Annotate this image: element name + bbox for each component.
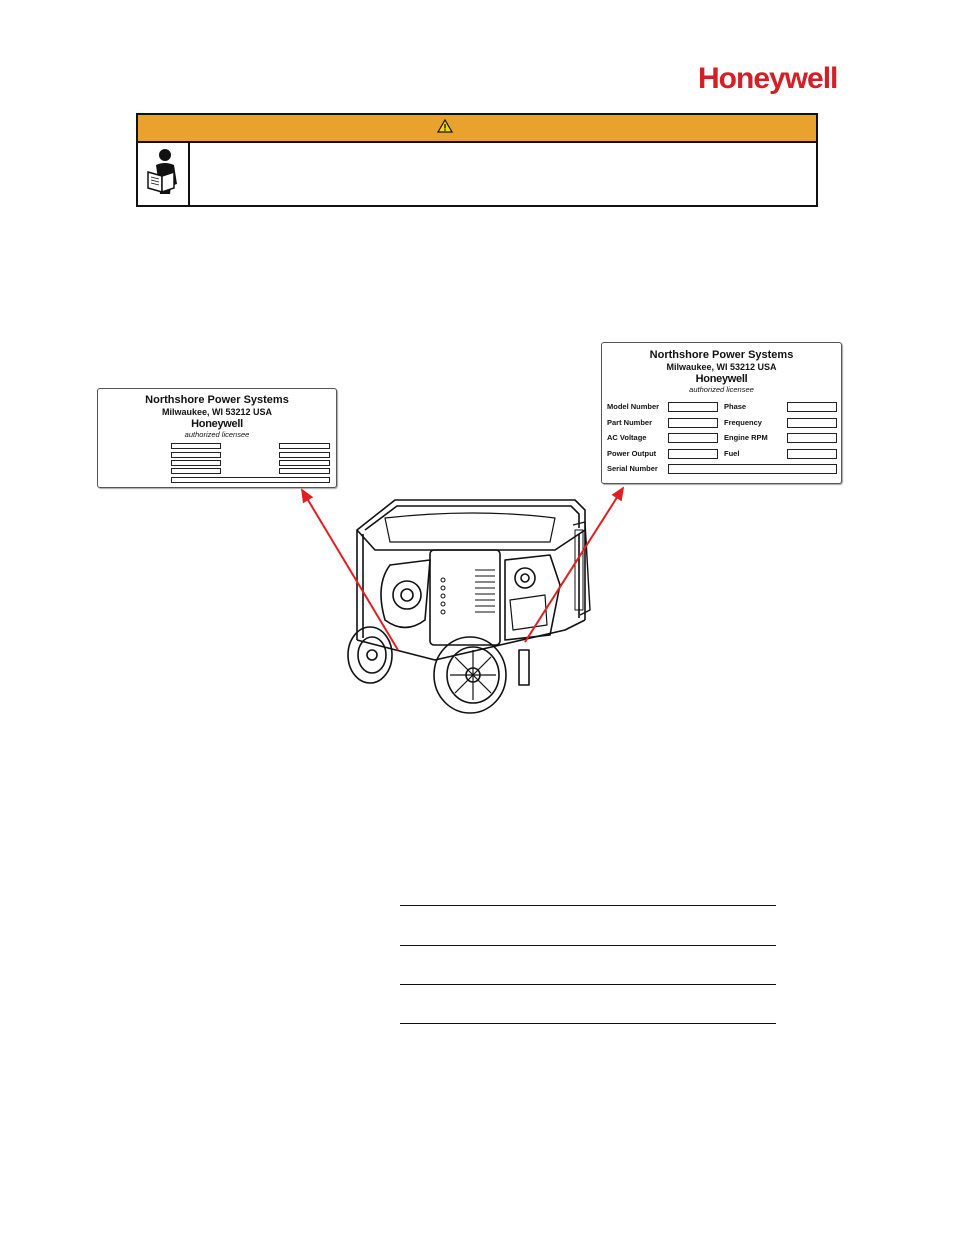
honeywell-logo (698, 58, 868, 98)
field-box-power-output (668, 449, 718, 459)
label-field-box (171, 468, 221, 474)
record-line (400, 984, 776, 985)
field-box-ac-voltage (668, 433, 718, 443)
label-field-box (171, 477, 330, 483)
field-box-part-number (668, 418, 718, 428)
field-label-ac-voltage: AC Voltage (607, 433, 647, 442)
label-company: Northshore Power Systems (145, 394, 289, 406)
label-licensee: authorized licensee (184, 430, 250, 439)
nameplate-label-large (601, 342, 842, 484)
label-brand: Honeywell (695, 373, 748, 385)
field-box-frequency (787, 418, 837, 428)
field-label-phase: Phase (724, 402, 747, 411)
label-field-box (279, 443, 330, 449)
warning-box (136, 113, 818, 207)
warning-triangle-icon (437, 119, 453, 138)
label-brand: Honeywell (191, 418, 243, 430)
label-field-box (171, 452, 221, 458)
label-company: Northshore Power Systems (649, 349, 794, 361)
field-box-engine-rpm (787, 433, 837, 443)
field-label-engine-rpm: Engine RPM (724, 433, 768, 442)
record-line (400, 905, 776, 906)
field-label-part-number: Part Number (607, 418, 653, 427)
field-box-phase (787, 402, 837, 412)
field-box-serial-number (668, 464, 837, 474)
warning-message (190, 143, 816, 205)
nameplate-label-small (97, 388, 337, 488)
label-field-box (279, 468, 330, 474)
read-manual-icon (144, 148, 182, 201)
label-field-box (171, 460, 221, 466)
field-box-fuel (787, 449, 837, 459)
record-line (400, 1023, 776, 1024)
label-field-box (279, 460, 330, 466)
label-address: Milwaukee, WI 53212 USA (666, 362, 777, 372)
generator-illustration (335, 490, 615, 715)
svg-text:Honeywell: Honeywell (698, 62, 838, 95)
field-label-serial-number: Serial Number (607, 464, 658, 473)
field-box-model-number (668, 402, 718, 412)
label-field-box (171, 443, 221, 449)
label-field-box (279, 452, 330, 458)
label-licensee: authorized licensee (689, 385, 754, 394)
field-label-power-output: Power Output (607, 449, 657, 458)
label-address: Milwaukee, WI 53212 USA (161, 407, 273, 417)
record-line (400, 945, 776, 946)
field-label-model-number: Model Number (607, 402, 660, 411)
warning-header (138, 115, 816, 143)
field-label-frequency: Frequency (724, 418, 762, 427)
field-label-fuel: Fuel (724, 449, 740, 458)
